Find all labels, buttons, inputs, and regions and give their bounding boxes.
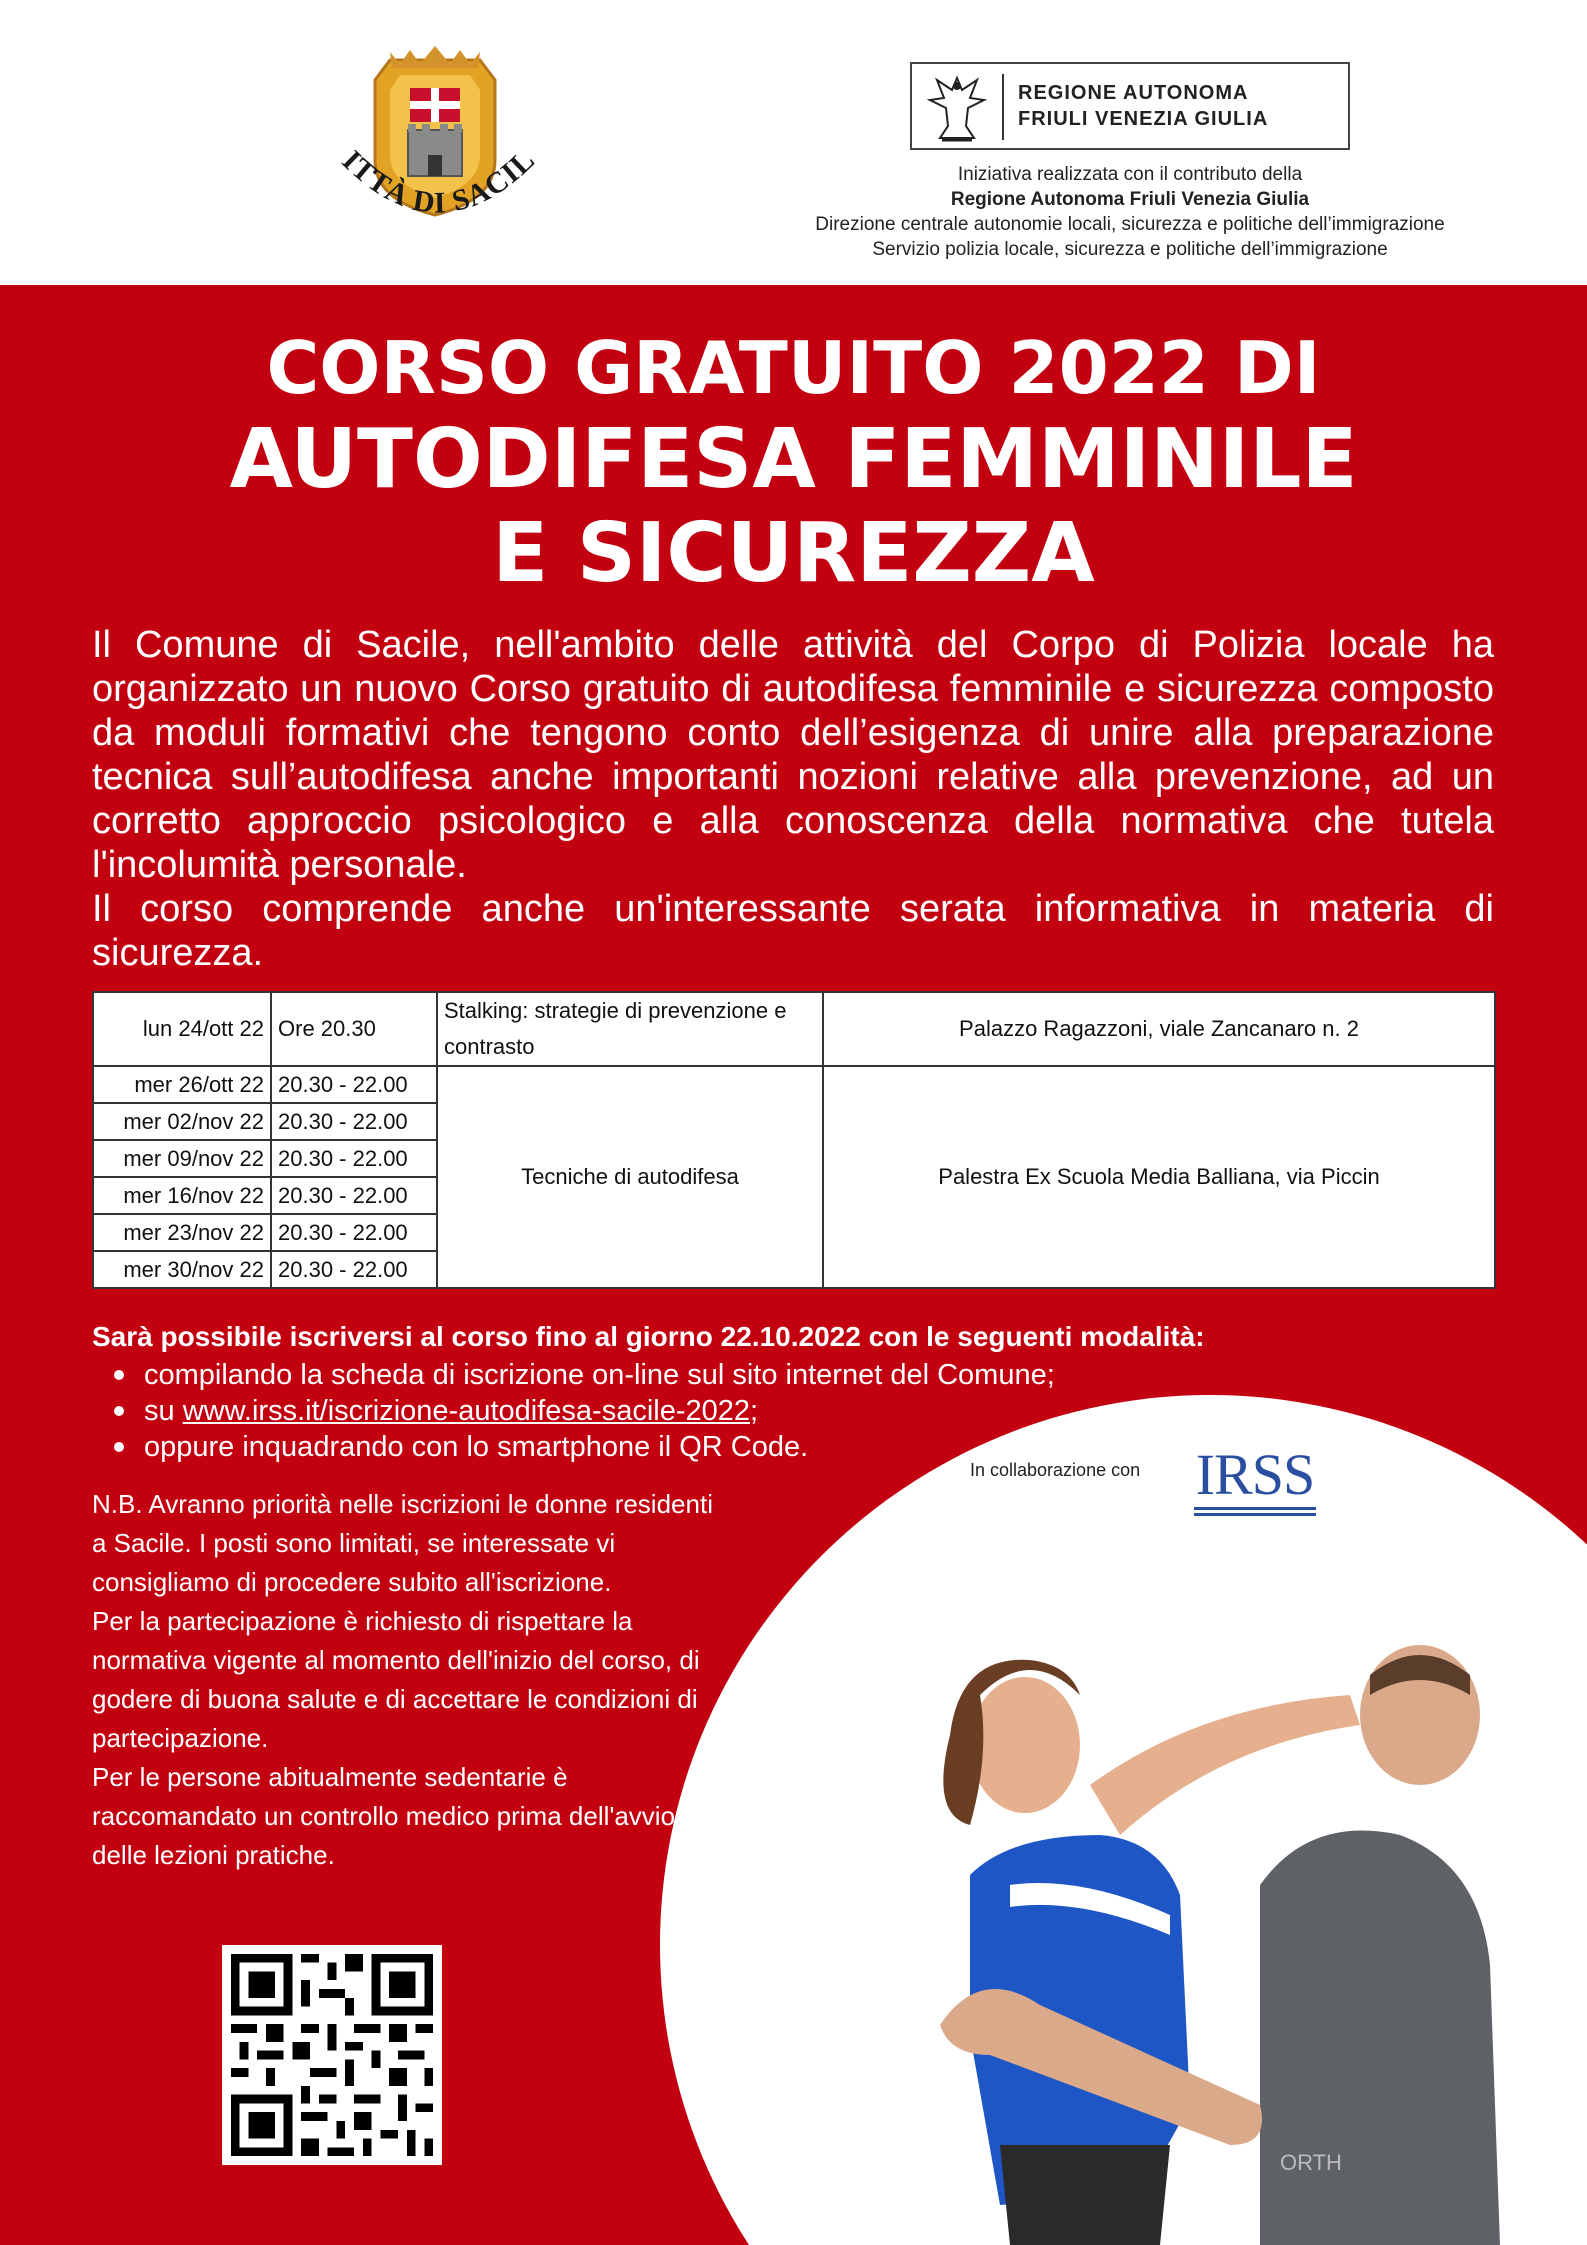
region-name	[1018, 80, 1268, 132]
bullet-icon	[114, 1370, 124, 1380]
schedule-time: Ore 20.30	[271, 992, 437, 1066]
crest-caption-text: ITTÀ DI SACIL	[335, 150, 542, 220]
title-line1: CORSO GRATUITO 2022 DI	[266, 326, 1321, 410]
enrollment-item-suffix: ;	[750, 1395, 759, 1427]
initiative-line1: Iniziativa realizzata con il contributo della	[957, 164, 1303, 185]
notes-text	[92, 1485, 732, 1875]
bullet-icon	[114, 1406, 124, 1416]
initiative-line3: Direzione centrale autonomie locali, sicurezza e politiche dell’immigrazione	[815, 214, 1445, 235]
enrollment-item-text: compilando la scheda di iscrizione on-line sul sito internet del Comune;	[144, 1359, 1055, 1391]
list-item	[92, 1393, 1092, 1429]
intro-text	[92, 623, 1494, 975]
enrollment-heading: Sarà possibile iscriversi al corso fino al giorno 22.10.2022 con le seguenti modalità:	[92, 1321, 1205, 1352]
notes-paragraph-2: Per la partecipazione è richiesto di rispettare la normativa vigente al momento dell'inizio del corso, di godere di buona salute e di accettare le condizioni di partecipazione.	[92, 1606, 700, 1753]
qr-code[interactable]	[222, 1945, 442, 2165]
collaboration-label: In collaborazione con	[970, 1460, 1141, 1480]
schedule-time: 20.30 - 22.00	[271, 1214, 437, 1251]
region-name-line2: FRIULI VENEZIA GIULIA	[1018, 108, 1269, 130]
schedule-topic: Tecniche di autodifesa	[437, 1066, 823, 1288]
schedule-date: mer 09/nov 22	[93, 1140, 271, 1177]
initiative-text	[700, 162, 1560, 262]
title-line3: E SICUREZZA	[492, 506, 1095, 601]
irss-logo-underline	[1194, 1513, 1316, 1516]
schedule-time: 20.30 - 22.00	[271, 1140, 437, 1177]
enrollment-item-text: oppure inquadrando con lo smartphone il QR Code.	[144, 1431, 809, 1463]
shirt-text: ORTH	[1280, 2150, 1342, 2175]
notes-paragraph-3: Per le persone abitualmente sedentarie è raccomandato un controllo medico prima dell'avvio delle lezioni pratiche.	[92, 1762, 676, 1870]
registration-link[interactable]: www.irss.it/iscrizione-autodifesa-sacile-2022	[182, 1395, 751, 1427]
schedule-place: Palestra Ex Scuola Media Balliana, via Piccin	[823, 1066, 1495, 1288]
region-logo-divider	[1002, 74, 1004, 140]
schedule-date: mer 23/nov 22	[93, 1214, 271, 1251]
schedule-time: 20.30 - 22.00	[271, 1103, 437, 1140]
enrollment-list	[92, 1357, 1092, 1465]
initiative-line4: Servizio polizia locale, sicurezza e politiche dell’immigrazione	[872, 239, 1388, 260]
schedule-place: Palazzo Ragazzoni, viale Zancanaro n. 2	[823, 992, 1495, 1066]
main-panel	[0, 285, 1587, 2245]
schedule-topic: Stalking: strategie di prevenzione e contrasto	[437, 992, 823, 1066]
irss-logo-text: IRSS	[1195, 1442, 1315, 1507]
schedule-date: mer 30/nov 22	[93, 1251, 271, 1288]
initiative-line2: Regione Autonoma Friuli Venezia Giulia	[950, 189, 1310, 210]
irss-logo-underline	[1194, 1507, 1316, 1510]
region-name-line1: REGIONE AUTONOMA	[1018, 82, 1249, 104]
crest-caption-svg	[318, 150, 558, 250]
enrollment-item-prefix: su	[144, 1395, 183, 1427]
list-item	[92, 1429, 1092, 1465]
table-row	[93, 1066, 1495, 1103]
schedule-time: 20.30 - 22.00	[271, 1066, 437, 1103]
schedule-time: 20.30 - 22.00	[271, 1251, 437, 1288]
table-row	[93, 992, 1495, 1066]
header	[0, 0, 1587, 285]
schedule-date: mer 16/nov 22	[93, 1177, 271, 1214]
eagle-icon	[922, 70, 992, 144]
intro-paragraph-1: Il Comune di Sacile, nell'ambito delle attività del Corpo di Polizia locale ha organizzato un nuovo Corso gratuito di autodifesa femminile e sicurezza composto da moduli formativi che tengono conto dell’esigenza di unire alla preparazione tecnica sull’autodifesa anche importanti nozioni relative alla prevenzione, ad un corretto approccio psicologico e alla conoscenza della normativa che tutela l'incolumità personale.	[92, 624, 1494, 886]
title-line2: AUTODIFESA FEMMINILE	[229, 412, 1358, 507]
region-logo	[910, 62, 1350, 150]
schedule-date: lun 24/ott 22	[93, 992, 271, 1066]
svg-text:CITTÀ DI SACILE	[318, 150, 542, 220]
schedule-table	[92, 991, 1496, 1289]
notes-paragraph-1: N.B. Avranno priorità nelle iscrizioni le donne residenti a Sacile. I posti sono limitati, se interessate vi consigliamo di procedere subito all'iscrizione.	[92, 1489, 713, 1597]
schedule-time: 20.30 - 22.00	[271, 1177, 437, 1214]
self-defense-photo	[840, 1585, 1560, 2245]
intro-paragraph-2: Il corso comprende anche un'interessante serata informativa in materia di sicurezza.	[92, 888, 1494, 974]
list-item	[92, 1357, 1092, 1393]
schedule-date: mer 26/ott 22	[93, 1066, 271, 1103]
irss-logo	[1190, 1442, 1320, 1517]
crest-caption	[318, 150, 558, 250]
bullet-icon	[114, 1442, 124, 1452]
schedule-date: mer 02/nov 22	[93, 1103, 271, 1140]
